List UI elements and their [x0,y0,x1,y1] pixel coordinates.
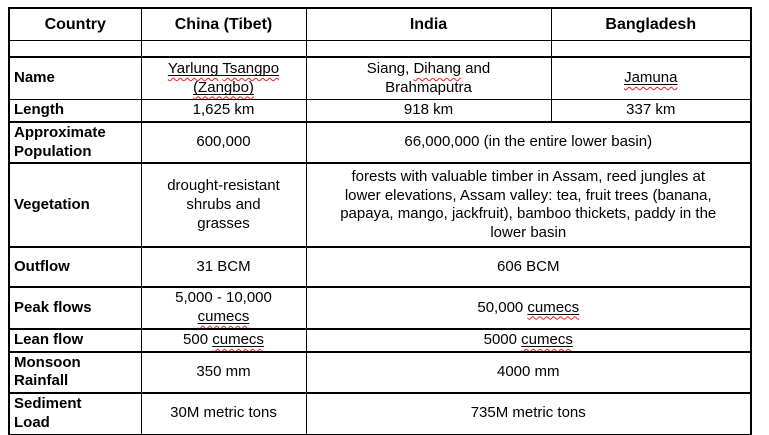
underlined-misspelled-text [198,308,250,325]
underlined-misspelled-text [168,60,219,77]
table-cell-population-0: 600,000 [141,122,306,164]
header-cell-india: India [306,8,551,41]
underlined-misspelled-text [521,331,573,348]
spellcheck-squiggle-text: Dihang [413,59,462,77]
spellcheck-squiggle-text: cumecs [197,308,250,325]
table-cell-spacer-1 [306,41,551,58]
table-cell-sediment-1: 735M metric tons [306,393,751,435]
table-cell-length-2: 337 km [551,100,751,122]
table-cell-spacer-0 [141,41,306,58]
table-cell-spacer-2 [551,41,751,58]
river-comparison-table-container [8,7,752,435]
table-row-sediment [9,393,751,435]
table-cell-leanflow-1: 5000 cumecs [306,329,751,352]
table-cell-monsoon-0: 350 mm [141,352,306,394]
table-cell-length-1: 918 km [306,100,551,122]
row-label-length: Length [9,100,141,122]
table-cell-monsoon-1: 4000 mm [306,352,751,394]
table-cell-name-0 [141,57,306,100]
row-label-outflow: Outflow [9,247,141,287]
table-cell-name-1: Siang, Dihang and Brahmaputra [306,57,551,100]
table-row-monsoon [9,352,751,394]
row-label-peakflows: Peak flows [9,287,141,329]
table-row-name [9,57,751,100]
row-label-population: Approximate Population [9,122,141,164]
underlined-misspelled-text [222,60,279,77]
spellcheck-squiggle-text: cumecs [521,330,573,348]
spellcheck-squiggle-text: cumecs [212,330,264,348]
row-label-leanflow: Lean flow [9,329,141,352]
table-row-population [9,122,751,164]
underlined-misspelled-text [624,69,677,86]
spellcheck-squiggle-text: Yarlung [167,59,219,77]
table-cell-name-2 [551,57,751,100]
table-cell-vegetation-0: drought-resistant shrubs and grasses [141,163,306,247]
underlined-misspelled-text [527,299,579,316]
underlined-misspelled-text [212,331,264,348]
table-row-length [9,100,751,122]
table-cell-leanflow-0: 500 cumecs [141,329,306,352]
table-cell-outflow-0: 31 BCM [141,247,306,287]
row-label-monsoon: Monsoon Rainfall [9,352,141,394]
header-cell-china-tibet: China (Tibet) [141,8,306,41]
header-cell-bangladesh: Bangladesh [551,8,751,41]
header-cell-country: Country [9,8,141,41]
spellcheck-squiggle-text: cumecs [527,298,580,316]
spellcheck-squiggle-text: (Zangbo) [193,78,254,96]
underlined-misspelled-text [193,79,254,96]
header-row [9,8,751,41]
table-body [9,41,751,435]
river-comparison-table [8,7,752,435]
spellcheck-squiggle-text: Jamuna [624,69,678,87]
table-cell-length-0: 1,625 km [141,100,306,122]
table-row-spacer [9,41,751,58]
row-label-vegetation: Vegetation [9,163,141,247]
table-row-outflow [9,247,751,287]
table-cell-sediment-0: 30M metric tons [141,393,306,435]
table-cell-outflow-1: 606 BCM [306,247,751,287]
table-cell-population-1: 66,000,000 (in the entire lower basin) [306,122,751,164]
table-cell-peakflows-1: 50,000 cumecs [306,287,751,329]
table-header [9,8,751,41]
table-row-leanflow [9,329,751,352]
row-label-sediment: Sediment Load [9,393,141,435]
table-row-vegetation [9,163,751,247]
table-cell-peakflows-0: 5,000 - 10,000 cumecs [141,287,306,329]
table-row-peakflows [9,287,751,329]
spellcheck-squiggle-text: Tsangpo [222,59,280,77]
row-label-name: Name [9,57,141,100]
row-label-spacer [9,41,141,58]
table-cell-vegetation-1: forests with valuable timber in Assam, reed jungles at lower elevations, Assam valley: tea, fruit trees (banana, papaya, mango, jackfruit), bamboo thickets, paddy in the lower basin [306,163,751,247]
